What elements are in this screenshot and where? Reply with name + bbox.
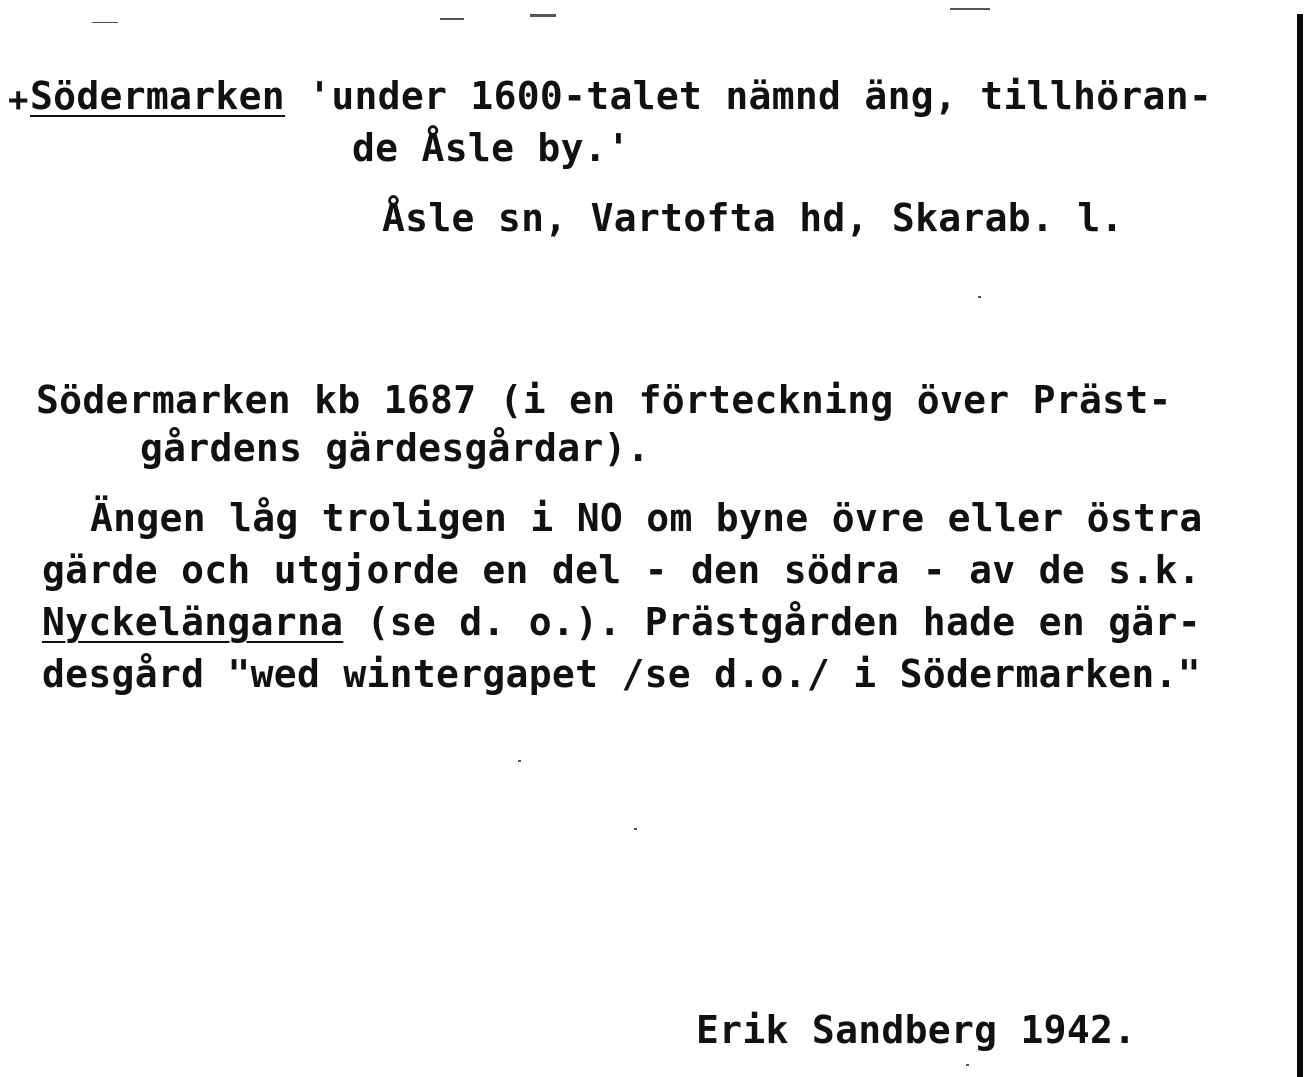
- para2-line-1: Ängen låg troligen i NO om byne övre eller östra: [90, 496, 1203, 540]
- scan-speck: [966, 1064, 969, 1066]
- location-line: Åsle sn, Vartofta hd, Skarab. l.: [382, 196, 1124, 240]
- header-line-2: de Åsle by.': [352, 126, 631, 170]
- place-name: Södermarken: [30, 74, 285, 118]
- header-line-1-rest: 'under 1600-talet nämnd äng, tillhöran-: [284, 74, 1213, 118]
- scan-speck: [634, 828, 637, 830]
- para2-line-2: gärde och utgjorde en del - den södra - av de s.k.: [42, 548, 1201, 592]
- scan-speck: [92, 22, 118, 23]
- para1-line-2: gårdens gärdesgårdar).: [140, 426, 650, 470]
- cross-reference-link: Nyckelängarna: [42, 600, 344, 644]
- para2-line-3: [42, 600, 1201, 644]
- header-line-1: [30, 74, 1212, 118]
- scan-speck: [518, 760, 521, 762]
- scan-speck: [978, 296, 981, 298]
- para2-line-4: desgård "wed wintergapet /se d.o./ i Södermarken.": [42, 652, 1201, 696]
- plus-mark: +: [8, 80, 29, 120]
- scan-speck: [530, 14, 556, 17]
- scan-speck: [950, 8, 990, 10]
- para2-line-3-rest: (se d. o.). Prästgården hade en gär-: [343, 600, 1201, 644]
- signature: Erik Sandberg 1942.: [696, 1008, 1137, 1052]
- para1-line-1: Södermarken kb 1687 (i en förteckning över Präst-: [36, 378, 1172, 422]
- scan-speck: [440, 18, 464, 20]
- card-right-edge: [1297, 14, 1303, 1077]
